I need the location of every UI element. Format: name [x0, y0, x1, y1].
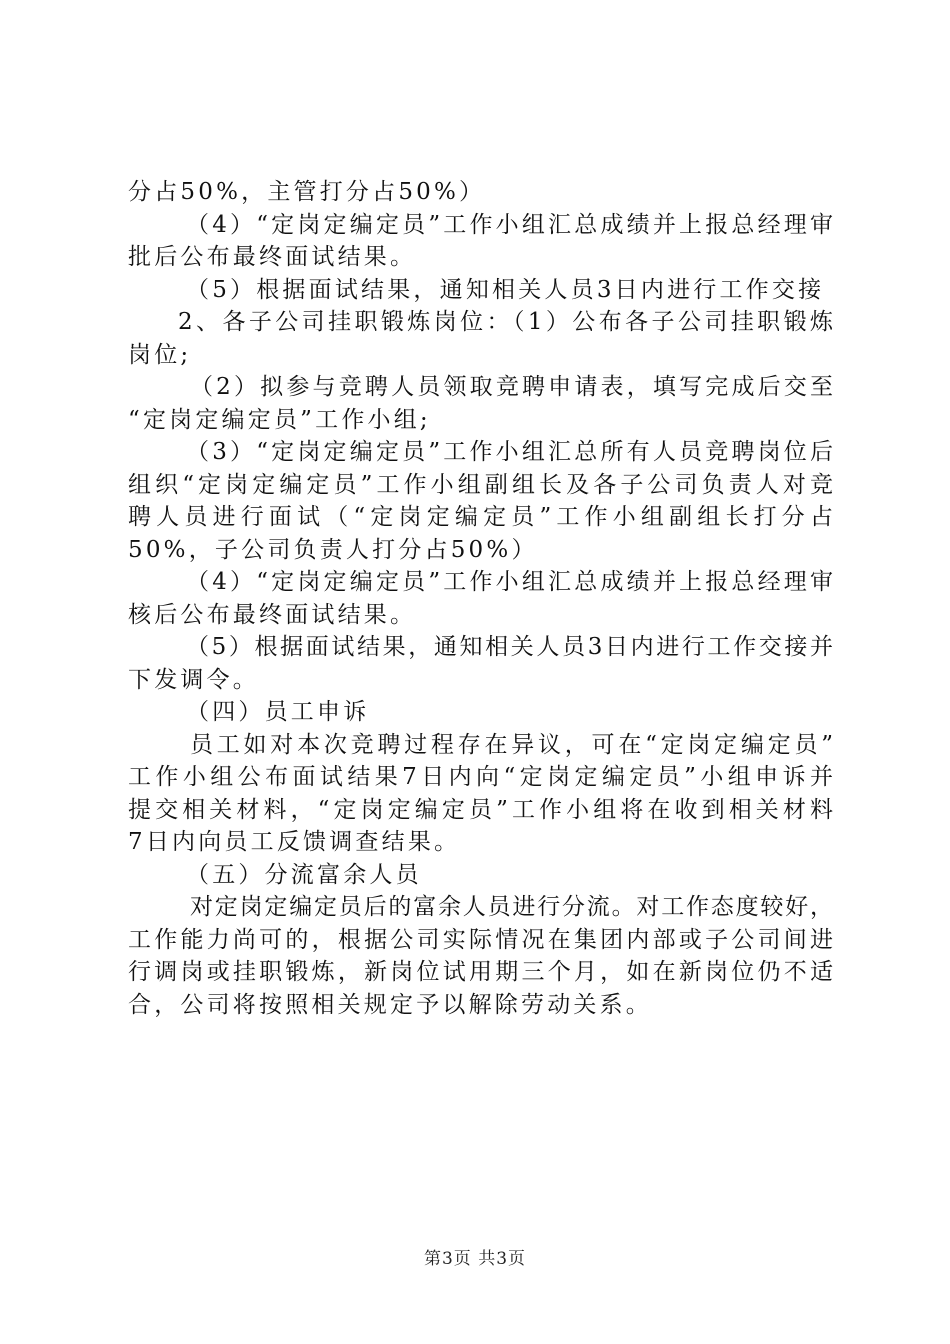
text-line: 合，公司将按照相关规定予以解除劳动关系。 [128, 991, 652, 1018]
text-line: 行调岗或挂职锻炼，新岗位试用期三个月，如在新岗位仍不适 [128, 959, 833, 985]
text-line: 工作小组公布面试结果7日内向“定岗定编定员”小组申诉并 [128, 764, 833, 790]
text-line: 员工如对本次竞聘过程存在异议，可在“定岗定编定员” [190, 731, 833, 758]
text-line: （5）根据面试结果，通知相关人员3日内进行工作交接并 [186, 634, 833, 660]
text-line: （4）“定岗定编定员”工作小组汇总成绩并上报总经理审 [186, 211, 833, 238]
section-heading: （五）分流富余人员 [186, 861, 422, 888]
text-line: 分占50%，主管打分占50%） [128, 179, 486, 205]
text-line: （5）根据面试结果，通知相关人员3日内进行工作交接 [186, 276, 825, 303]
page-footer: 第3页 共3页 [423, 1249, 527, 1269]
text-line: 核后公布最终面试结果。 [128, 601, 417, 628]
text-line: 批后公布最终面试结果。 [128, 244, 417, 270]
text-line: 工作能力尚可的，根据公司实际情况在集团内部或子公司间进 [128, 926, 833, 953]
text-line: 2、各子公司挂职锻炼岗位：（1）公布各子公司挂职锻炼 [178, 309, 833, 335]
section-heading: （四）员工申诉 [186, 699, 370, 725]
text-line: 50%，子公司负责人打分占50%） [128, 536, 538, 563]
text-line: “定岗定编定员”工作小组; [128, 406, 431, 433]
text-line: 下发调令。 [128, 666, 259, 693]
text-line: 聘人员进行面试（“定岗定编定员”工作小组副组长打分占 [128, 504, 833, 530]
text-line: 对定岗定编定员后的富余人员进行分流。对工作态度较好， [190, 894, 833, 920]
text-line: （4）“定岗定编定员”工作小组汇总成绩并上报总经理审 [186, 569, 833, 595]
text-line: 提交相关材料，“定岗定编定员”工作小组将在收到相关材料 [128, 796, 833, 823]
text-line: 7日内向员工反馈调查结果。 [128, 829, 461, 855]
text-line: （3）“定岗定编定员”工作小组汇总所有人员竞聘岗位后 [186, 439, 833, 465]
text-line: 岗位; [128, 341, 192, 368]
text-line: 组织“定岗定编定员”工作小组副组长及各子公司负责人对竞 [128, 471, 833, 498]
text-line: （2）拟参与竞聘人员领取竞聘申请表，填写完成后交至 [190, 374, 833, 400]
document-body [128, 176, 833, 1021]
